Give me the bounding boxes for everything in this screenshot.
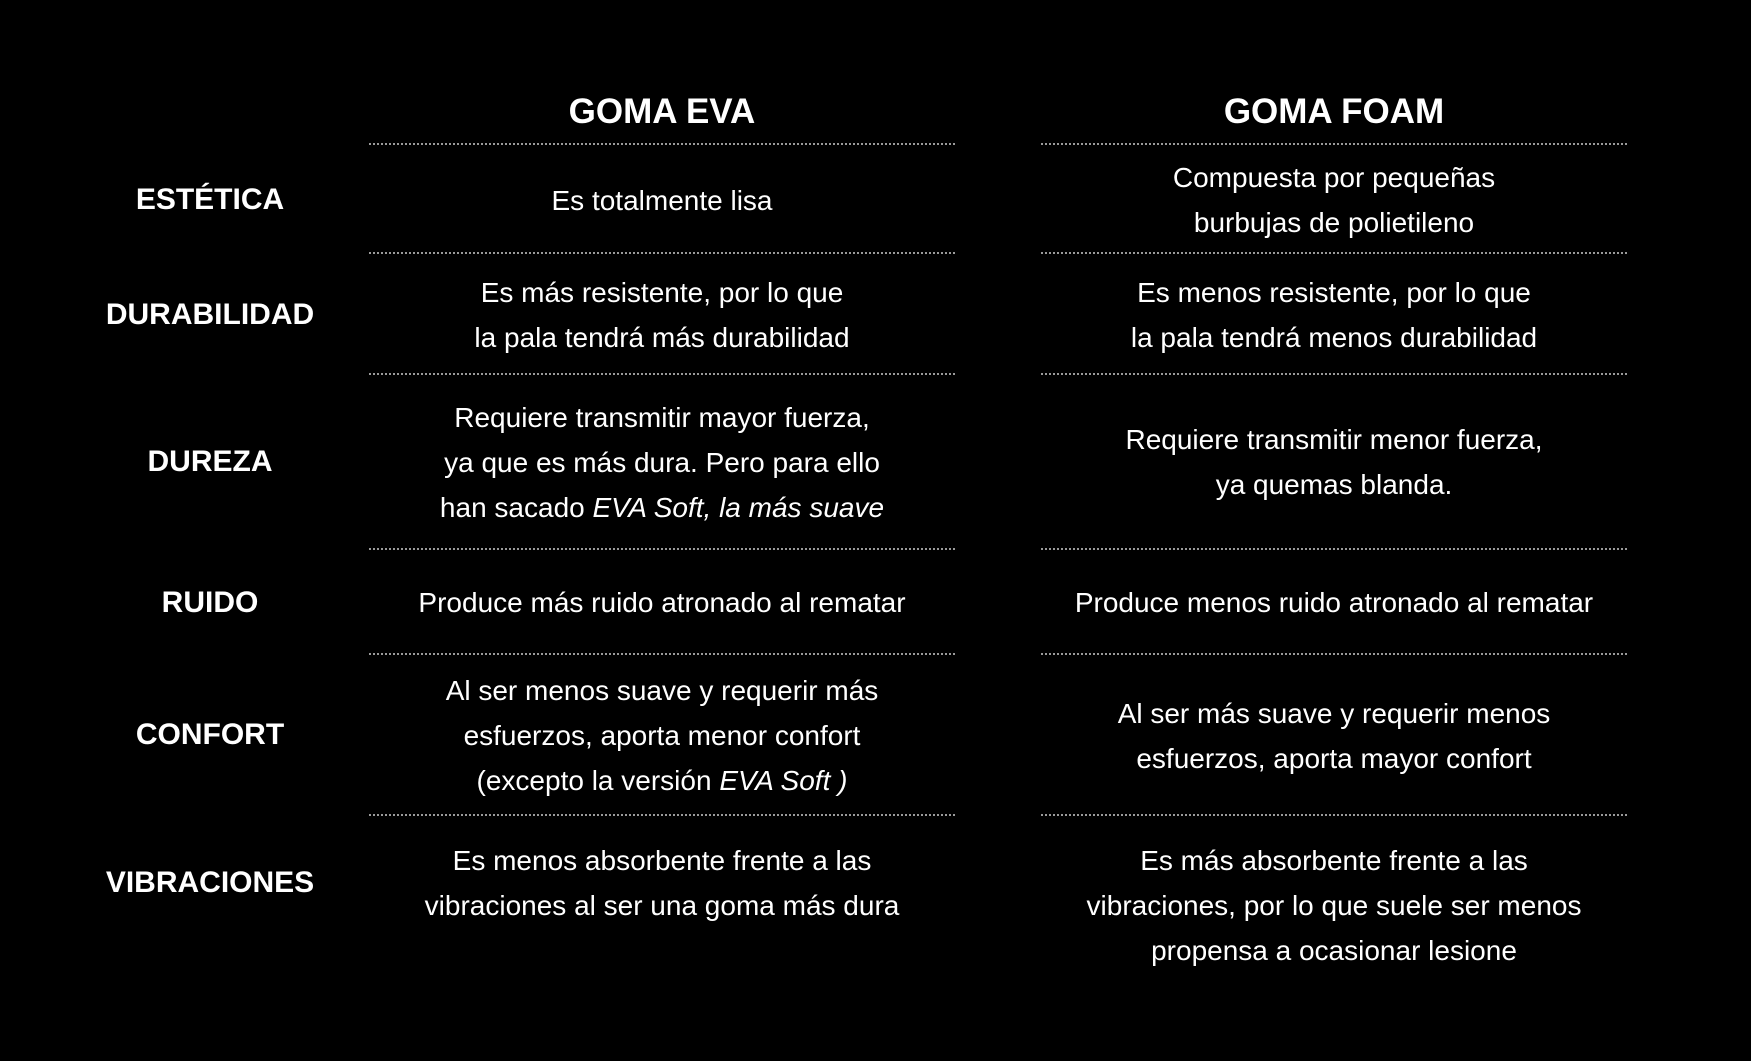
cell-eva-vibraciones xyxy=(369,838,955,928)
row-label-vibraciones: VIBRACIONES xyxy=(105,866,315,899)
cell-text-line: burbujas de polietileno xyxy=(1193,207,1475,238)
row-label-durabilidad: DURABILIDAD xyxy=(105,298,315,331)
cell-text-line: Requiere transmitir mayor fuerza, xyxy=(454,401,870,433)
cell-text-italic: EVA Soft xyxy=(719,765,831,796)
cell-text-line: la pala tendrá más durabilidad xyxy=(474,322,850,353)
cell-eva-estetica xyxy=(369,150,955,250)
cell-text-line: Es menos absorbente frente a las xyxy=(452,845,872,876)
cell-foam-durabilidad xyxy=(1041,260,1627,370)
cell-text-line: esfuerzos, aporta mayor confort xyxy=(1136,742,1532,774)
divider xyxy=(369,143,955,145)
cell-text-line: la pala tendrá menos durabilidad xyxy=(1130,322,1538,353)
cell-text-line: Produce menos ruido atronado al rematar xyxy=(1074,587,1594,618)
divider xyxy=(1041,653,1627,655)
cell-foam-vibraciones xyxy=(1041,838,1627,973)
column-header-goma-eva: GOMA EVA xyxy=(568,92,756,131)
cell-text-line: Es más absorbente frente a las xyxy=(1140,845,1528,876)
cell-text-line: Al ser menos suave y requerir más xyxy=(445,675,879,706)
cell-text-line: Es menos resistente, por lo que xyxy=(1137,277,1531,308)
cell-eva-durabilidad xyxy=(369,260,955,370)
divider xyxy=(369,814,955,816)
divider xyxy=(1041,814,1627,816)
cell-text-italic: EVA Soft, la más suave xyxy=(592,491,885,523)
cell-text-line: Al ser más suave y requerir menos xyxy=(1117,697,1551,729)
divider xyxy=(369,252,955,254)
cell-text-line: vibraciones, por lo que suele ser menos xyxy=(1086,890,1582,921)
row-label-estetica: ESTÉTICA xyxy=(135,183,285,216)
row-label-ruido: RUIDO xyxy=(161,585,259,619)
divider xyxy=(1041,548,1627,550)
cell-foam-confort xyxy=(1041,668,1627,803)
cell-text-line: Compuesta por pequeñas xyxy=(1172,162,1496,193)
row-label-dureza: DUREZA xyxy=(147,445,273,478)
cell-text-line: Produce más ruido atronado al rematar xyxy=(418,587,906,618)
divider xyxy=(369,653,955,655)
cell-foam-dureza xyxy=(1041,392,1627,532)
cell-text-line: Requiere transmitir menor fuerza, xyxy=(1125,424,1543,455)
divider xyxy=(369,373,955,375)
cell-text-fragment: ) xyxy=(830,765,848,796)
column-header-goma-foam: GOMA FOAM xyxy=(1223,92,1445,131)
divider xyxy=(1041,373,1627,375)
divider xyxy=(369,548,955,550)
divider xyxy=(1041,252,1627,254)
divider xyxy=(1041,143,1627,145)
cell-text-fragment: (excepto la versión xyxy=(476,765,720,796)
cell-foam-estetica xyxy=(1041,150,1627,250)
cell-text-line: ya que es más dura. Pero para ello xyxy=(444,446,880,478)
cell-text-line: Es totalmente lisa xyxy=(551,184,773,216)
cell-text-line: Es más resistente, por lo que xyxy=(480,277,844,308)
cell-text-fragment: han sacado xyxy=(439,491,593,523)
cell-foam-ruido xyxy=(1041,560,1627,645)
cell-text-line: vibraciones al ser una goma más dura xyxy=(424,890,900,921)
cell-text-line: ya quemas blanda. xyxy=(1215,469,1453,500)
row-label-confort: CONFORT xyxy=(135,718,285,751)
cell-eva-confort xyxy=(369,668,955,803)
cell-eva-ruido xyxy=(369,560,955,645)
cell-text-line xyxy=(440,485,884,530)
cell-text-line: esfuerzos, aporta menor confort xyxy=(463,720,861,751)
cell-text-line xyxy=(477,758,848,803)
cell-eva-dureza xyxy=(369,392,955,532)
cell-text-line: propensa a ocasionar lesione xyxy=(1151,935,1517,966)
